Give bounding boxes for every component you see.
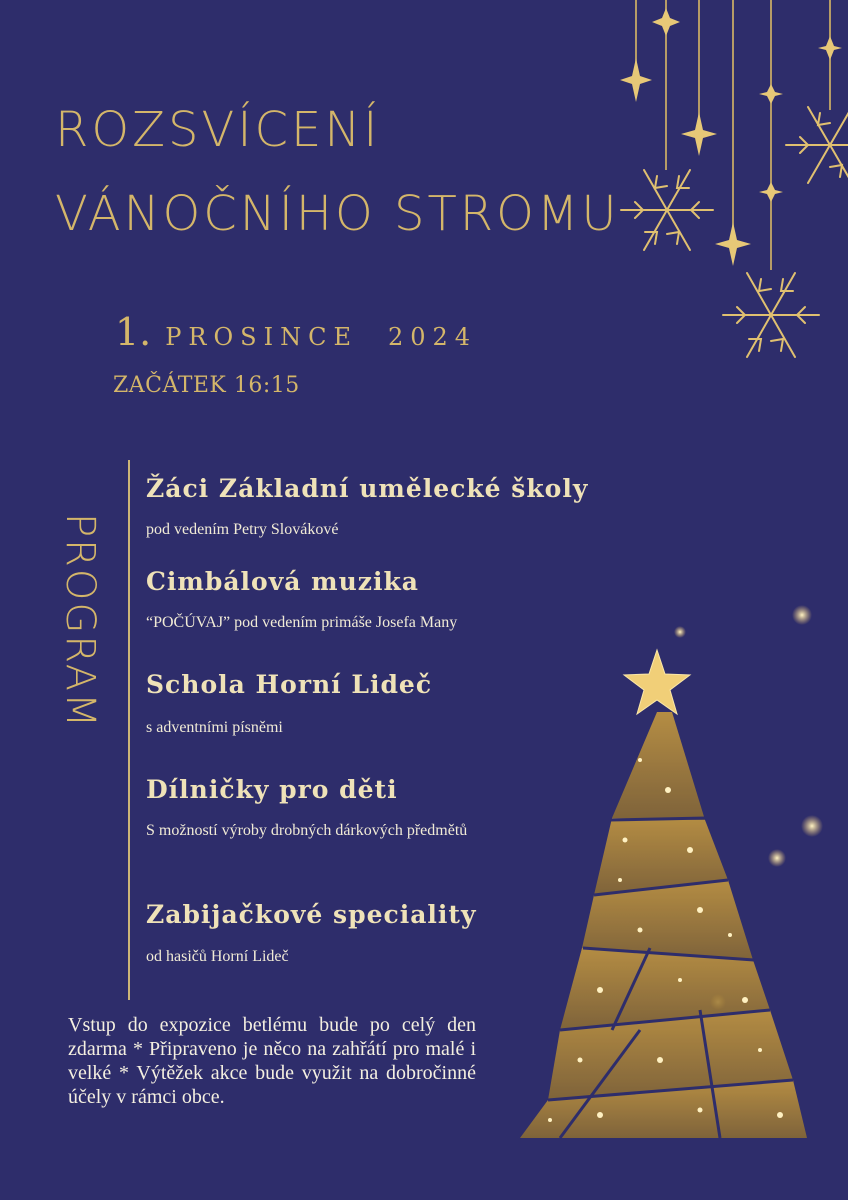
program-item-subtitle: s adventními písněmi (146, 719, 283, 736)
program-item-title: Cimbálová muzika (146, 567, 419, 596)
program-item-title: Schola Horní Lideč (146, 670, 433, 699)
event-title-line1: ROZSVÍCENÍ (55, 102, 381, 158)
program-divider (128, 460, 130, 1000)
tree-star-icon (624, 650, 690, 714)
program-label: PROGRAM (57, 513, 103, 730)
program-item-title: Dílničky pro děti (146, 775, 398, 804)
event-date-day: 1. (115, 310, 152, 354)
program-item-subtitle: “POČÚVAJ” pod vedením primáše Josefa Many (146, 614, 458, 631)
event-date-year: 2024 (387, 323, 478, 351)
event-date-month: PROSINCE (165, 323, 358, 351)
program-item-subtitle: S možností výroby drobných dárkových předmětů (146, 822, 468, 839)
program-item-subtitle: pod vedením Petry Slovákové (146, 521, 339, 538)
program-item-subtitle: od hasičů Horní Lideč (146, 948, 289, 965)
event-start-time: ZAČÁTEK 16:15 (113, 373, 300, 398)
program-item-title: Žáci Základní umělecké školy (146, 474, 589, 503)
event-date (115, 310, 477, 354)
event-title (55, 88, 619, 256)
program-item-title: Zabijačkové speciality (146, 900, 477, 929)
event-title-line2: VÁNOČNÍHO STROMU (55, 186, 620, 242)
footer-note: Vstup do expozice betlému bude po celý den zdarma * Připraveno je něco na zahřátí pro malé i velké * Výtěžek akce bude využit na dobročinné účely v rámci obce. (68, 1014, 476, 1108)
